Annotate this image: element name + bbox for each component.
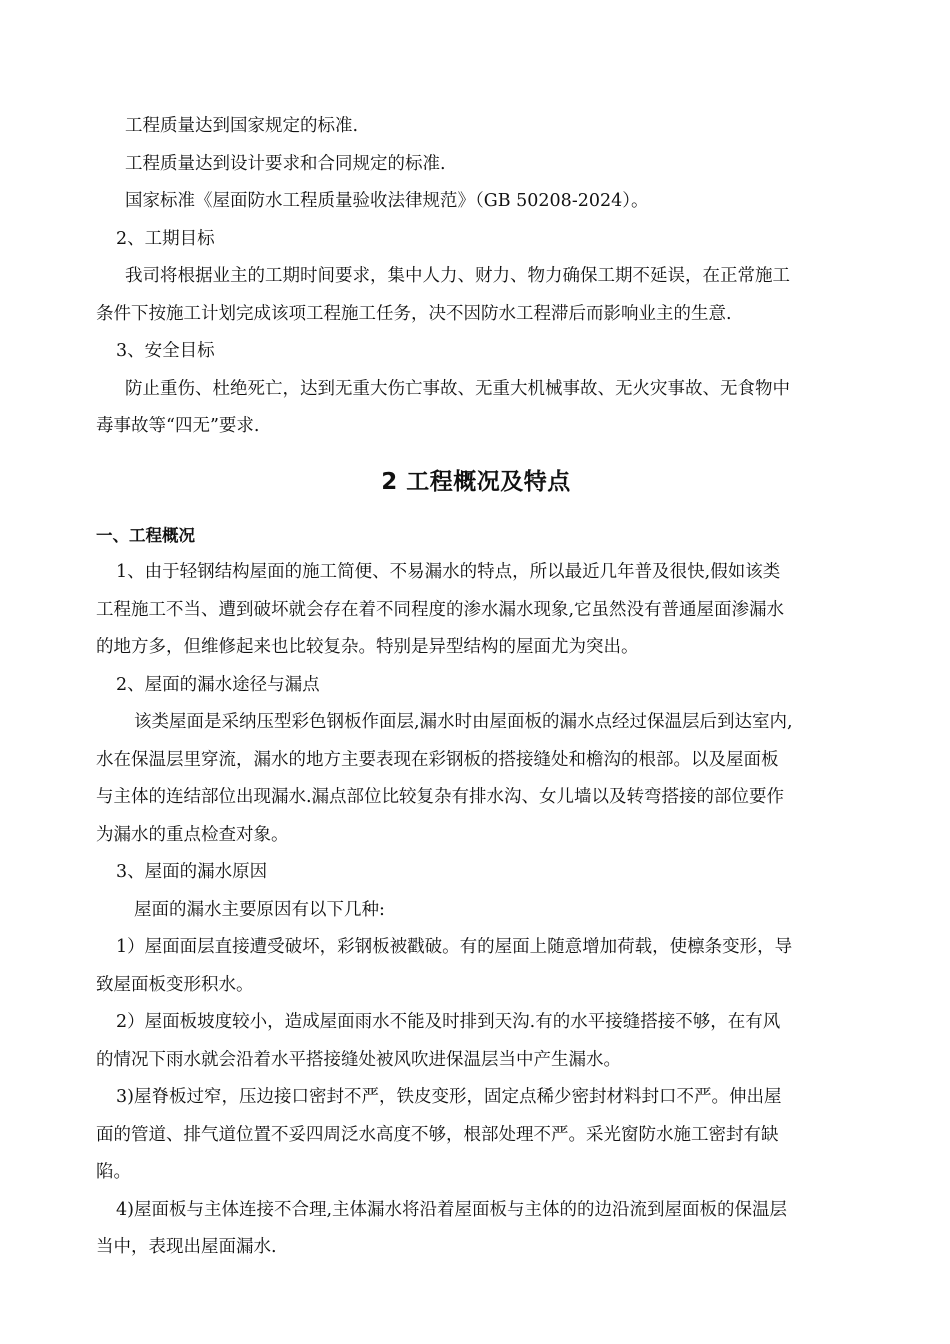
chapter-title: 2 工程概况及特点 — [381, 468, 571, 495]
overview-item-1-line-2: 工程施工不当、遭到破坏就会存在着不同程度的渗水漏水现象,它虽然没有普通屋面渗漏水 — [96, 599, 785, 620]
quality-standard-line-1: 工程质量达到国家规定的标准. — [125, 116, 359, 136]
schedule-paragraph — [96, 258, 856, 333]
overview-item-1-line-1: 1、由于轻钢结构屋面的施工简便、不易漏水的特点，所以最近几年普及很快,假如该类 — [116, 562, 781, 582]
quality-standard-line-3: 国家标准《屋面防水工程质量验收法律规范》（GB 50208-2024）。 — [125, 191, 649, 211]
leak-path-line-3: 与主体的连结部位出现漏水.漏点部位比较复杂有排水沟、女儿墙以及转弯搭接的部位要作 — [96, 787, 785, 807]
leak-path-line-2: 水在保温层里穿流，漏水的地方主要表现在彩钢板的搭接缝处和檐沟的根部。以及屋面板 — [96, 749, 779, 770]
leak-cause-2-line-2: 的情况下雨水就会沿着水平搭接缝处被风吹进保温层当中产生漏水。 — [96, 1049, 621, 1070]
safety-paragraph — [96, 371, 856, 446]
leak-cause-2 — [96, 1004, 856, 1079]
leak-cause-intro: 屋面的漏水主要原因有以下几种: — [134, 899, 385, 920]
leak-path-heading: 2、屋面的漏水途径与漏点 — [116, 674, 320, 695]
safety-line-2: 毒事故等“四无”要求. — [96, 416, 260, 436]
leak-cause-heading: 3、屋面的漏水原因 — [116, 862, 268, 882]
leak-cause-4-line-1: 4)屋面板与主体连接不合理,主体漏水将沿着屋面板与主体的的边沿流到屋面板的保温层 — [116, 1199, 788, 1220]
overview-heading: 一、工程概况 — [96, 525, 195, 545]
leak-cause-1 — [96, 929, 856, 1004]
document-page — [96, 108, 856, 1267]
overview-item-1-line-3: 的地方多，但维修起来也比较复杂。特别是异型结构的屋面尤为突出。 — [96, 637, 639, 657]
schedule-line-2: 条件下按施工计划完成该项工程施工任务，决不因防水工程滞后而影响业主的生意. — [96, 303, 732, 324]
leak-cause-3-line-3: 陷。 — [96, 1162, 131, 1182]
quality-standard-line-2: 工程质量达到设计要求和合同规定的标准. — [125, 153, 446, 174]
schedule-heading: 2、工期目标 — [116, 228, 215, 249]
safety-line-1: 防止重伤、杜绝死亡，达到无重大伤亡事故、无重大机械事故、无火灾事故、无食物中 — [125, 378, 790, 399]
leak-cause-3 — [96, 1079, 856, 1192]
leak-path-line-1: 该类屋面是采纳压型彩色钢板作面层,漏水时由屋面板的漏水点经过保温层后到达室内, — [134, 712, 793, 732]
leak-cause-4-line-2: 当中，表现出屋面漏水. — [96, 1237, 277, 1257]
leak-cause-3-line-1: 3)屋脊板过窄，压边接口密封不严，铁皮变形，固定点稀少密封材料封口不严。伸出屋 — [116, 1087, 782, 1107]
leak-path-paragraph — [96, 704, 856, 854]
safety-heading: 3、安全目标 — [116, 341, 215, 361]
leak-cause-2-line-1: 2）屋面板坡度较小，造成屋面雨水不能及时排到天沟.有的水平接缝搭接不够，在有风 — [116, 1012, 781, 1032]
schedule-line-1: 我司将根据业主的工期时间要求，集中人力、财力、物力确保工期不延误，在正常施工 — [125, 266, 790, 286]
leak-cause-1-line-1: 1）屋面面层直接遭受破坏，彩钢板被戳破。有的屋面上随意增加荷载，使檩条变形，导 — [116, 937, 793, 957]
leak-path-line-4: 为漏水的重点检查对象。 — [96, 824, 289, 845]
leak-cause-4 — [96, 1192, 856, 1267]
leak-cause-3-line-2: 面的管道、排气道位置不妥四周泛水高度不够，根部处理不严。采光窗防水施工密封有缺 — [96, 1124, 779, 1145]
leak-cause-1-line-2: 致屋面板变形积水。 — [96, 974, 254, 995]
overview-item-1 — [96, 554, 856, 667]
